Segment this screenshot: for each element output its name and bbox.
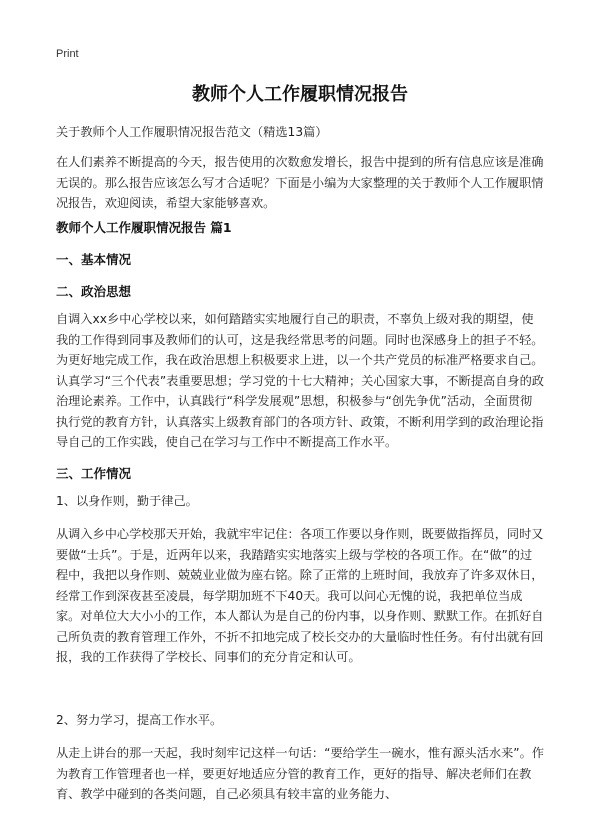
section-title: 教师个人工作履职情况报告 篇1 bbox=[56, 220, 232, 235]
heading-work: 三、工作情况 bbox=[56, 466, 132, 481]
document-subtitle: 关于教师个人工作履职情况报告范文（精选13篇） bbox=[56, 125, 328, 139]
heading-basic-info: 一、基本情况 bbox=[56, 252, 132, 267]
work-paragraph: 从调入乡中心学校那天开始，我就牢牢记住：各项工作要以身作则，既要做指挥员，同时又要做“士兵”。于是，近两年以来，我踏踏实实地落实上级与学校的各项工作。在“做”的过程中，我把以身作则、兢兢业业做为座右铭。除了正常的上班时间，我放弃了许多双休日，经常工作到深夜甚至凌晨，每学期加班不下40天。我可以问心无愧的说，我把单位当成家。对单位大大小小的工作，本人都认为是自己的份内事，以身作则、默默工作。在抓好自己所负责的教育管理工作外，不折不扣地完成了校长交办的大量临时性任务。有付出就有回报，我的工作获得了学校长、同事们的充分肯定和认可。 bbox=[56, 527, 544, 664]
intro-paragraph: 在人们素养不断提高的今天，报告使用的次数愈发增长，报告中提到的所有信息应该是准确无误的。那么报告应该怎么写才合适呢？下面是小编为大家整理的关于教师个人工作履职情况报告，欢迎阅读，希望大家能够喜欢。 bbox=[56, 155, 544, 210]
subheading-lead-by-example: 1、以身作则，勤于律己。 bbox=[56, 494, 198, 508]
study-paragraph: 从走上讲台的那一天起，我时刻牢记这样一句话：“要给学生一碗水，惟有源头活水来”。作为教育工作管理者也一样，要更好地适应分管的教育工作，更好的指导、解决老师们在教育、教学中碰到的各类问题，自己必须具有较丰富的业务能力、 bbox=[56, 746, 544, 801]
print-label[interactable]: Print bbox=[56, 48, 79, 60]
subheading-study: 2、努力学习，提高工作水平。 bbox=[56, 713, 223, 727]
page-title: 教师个人工作履职情况报告 bbox=[192, 84, 408, 105]
heading-politics: 二、政治思想 bbox=[56, 284, 132, 299]
politics-paragraph: 自调入xx乡中心学校以来，如何踏踏实实地履行自己的职责，不辜负上级对我的期望，使我的工作得到同事及教师们的认可，这是我经常思考的问题。同时也深感身上的担子不轻。为更好地完成工作，我在政治思想上积极要求上进，以一个共产党员的标准严格要求自己。认真学习“三个代表”表重要思想；学习党的十七大精神；关心国家大事，不断提高自身的政治理论素养。工作中，认真践行“科学发展观”思想，积极参与“创先争优”活动，全面贯彻执行党的教育方针，认真落实上级教育部门的各项方针、政策，不断利用学到的政治理论指导自己的工作实践，使自己在学习与工作中不断提高工作水平。 bbox=[56, 312, 544, 449]
